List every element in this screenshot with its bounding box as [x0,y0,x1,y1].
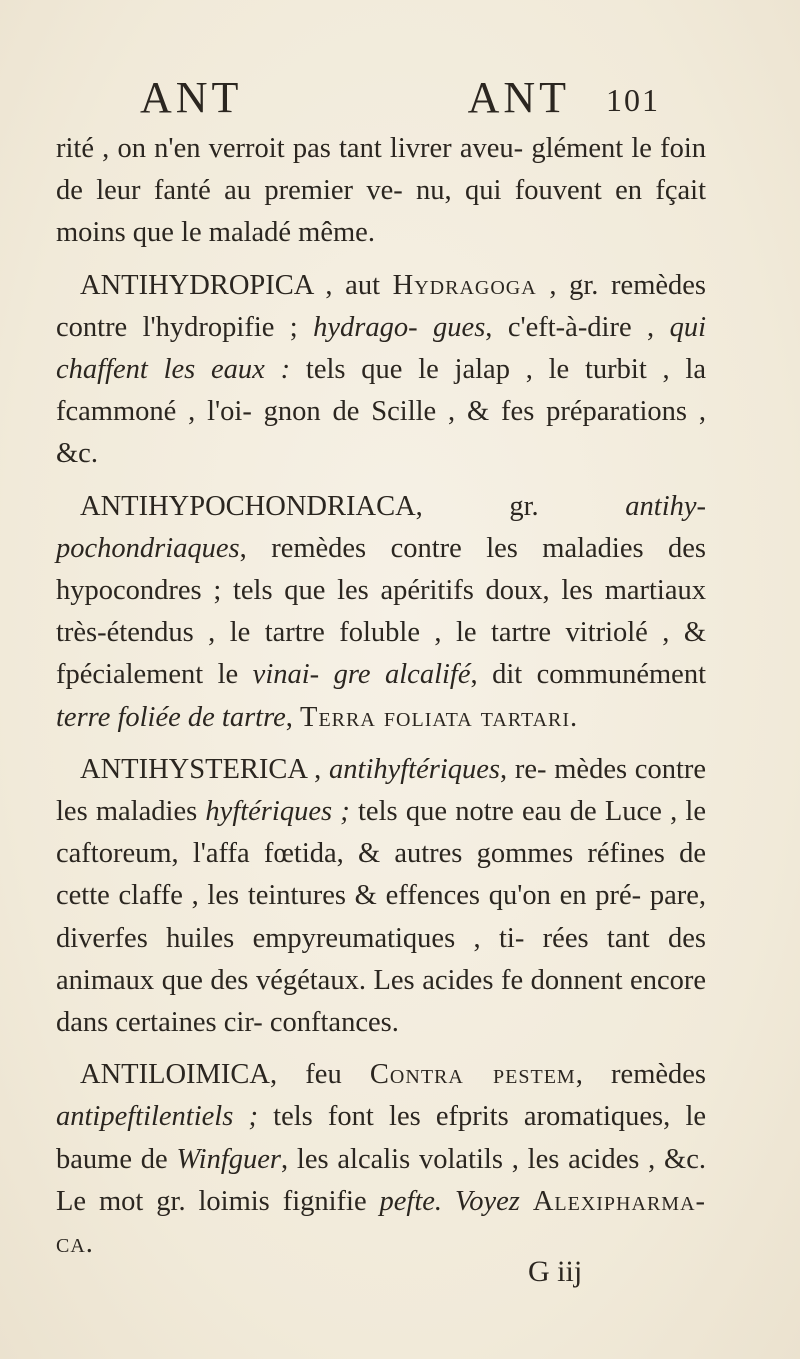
text-run: , dit communément [470,659,706,691]
small-caps-term: Contra pestem [369,1059,576,1091]
page-number: 101 [606,82,660,118]
running-head-right: ANT [467,73,570,122]
italic-term: Winfguer [176,1143,281,1175]
running-head-left: ANT [140,73,243,122]
text-run: , les alcalis volatils , les acides , &c. Le mot gr. loimis fignifie [56,1143,707,1217]
entry-headword: ANTIHYSTERICA , [80,753,322,785]
entry-headword: ANTIHYDROPICA , aut [80,269,380,301]
italic-term: antihyftériques [329,753,501,785]
paragraph-continuation [56,128,706,255]
italic-term: terre foliée de tartre [56,701,286,733]
text-run: , remèdes [575,1059,707,1091]
signature-mark: G iij [528,1255,583,1288]
small-caps-term: Terra foliata tartari. [300,701,579,733]
italic-term: Voyez [454,1185,520,1217]
text-run: tels que le jalap , le turbit , la fcammoné , l'oi- gnon de Scille , & fes préparations , &c. [56,354,706,470]
entry-headword: ANTILOIMICA, feu [80,1059,342,1091]
entry-headword: ANTIHYPOCHONDRIACA, gr. [80,490,539,522]
entry-antiloimica [56,1054,706,1265]
small-caps-term: Hydragoga [392,269,537,301]
italic-term: hyftériques ; [205,796,350,828]
text-run: , c'eft-à-dire , [485,311,655,343]
small-caps-term: Alexipharma- ca. [56,1185,706,1260]
text-run: , [285,701,293,733]
running-head [140,72,660,122]
text-run: , remèdes contre les maladies des hypocondres ; tels que les apéritifs doux, les martiaux très-étendus , le tartre foluble , le tartre vitriolé , & fpécialement le [56,532,706,691]
italic-term: antipeftilentiels ; [56,1101,258,1133]
italic-term: qui chaffent les eaux : [56,311,706,386]
text-run: tels que notre eau de Luce , le caftoreum, l'affa fœtida, & autres gommes réfines de cette claffe , les teintures & effences qu'on en pré- pare, diverfes huiles empyreumatiques , ti- rées tant des animaux que des végétaux. Les acides fe donnent encore dans certaines cir- conftances. [56,796,706,1039]
italic-term: hydrago- gues [313,311,486,343]
italic-term: vinai- gre alcalifé [252,659,471,691]
page-body [56,128,706,1265]
text-run: , re- mèdes contre les maladies [56,753,707,828]
entry-antihysterica [56,749,706,1044]
text-run: rité , on n'en verroit pas tant livrer aveu- glément le foin de leur fanté au premier ve- nu, qui fouvent en fçait moins que le maladé même. [56,133,706,249]
text-run: , gr. remèdes contre l'hydropifie ; [56,269,707,343]
italic-term: pefte. [379,1185,443,1217]
text-run: tels font les efprits aromatiques, le baume de [56,1101,707,1175]
italic-term: antihy- pochondriaques [56,490,707,564]
entry-antihydropica [56,265,706,476]
entry-antihypochondriaca [56,486,706,739]
